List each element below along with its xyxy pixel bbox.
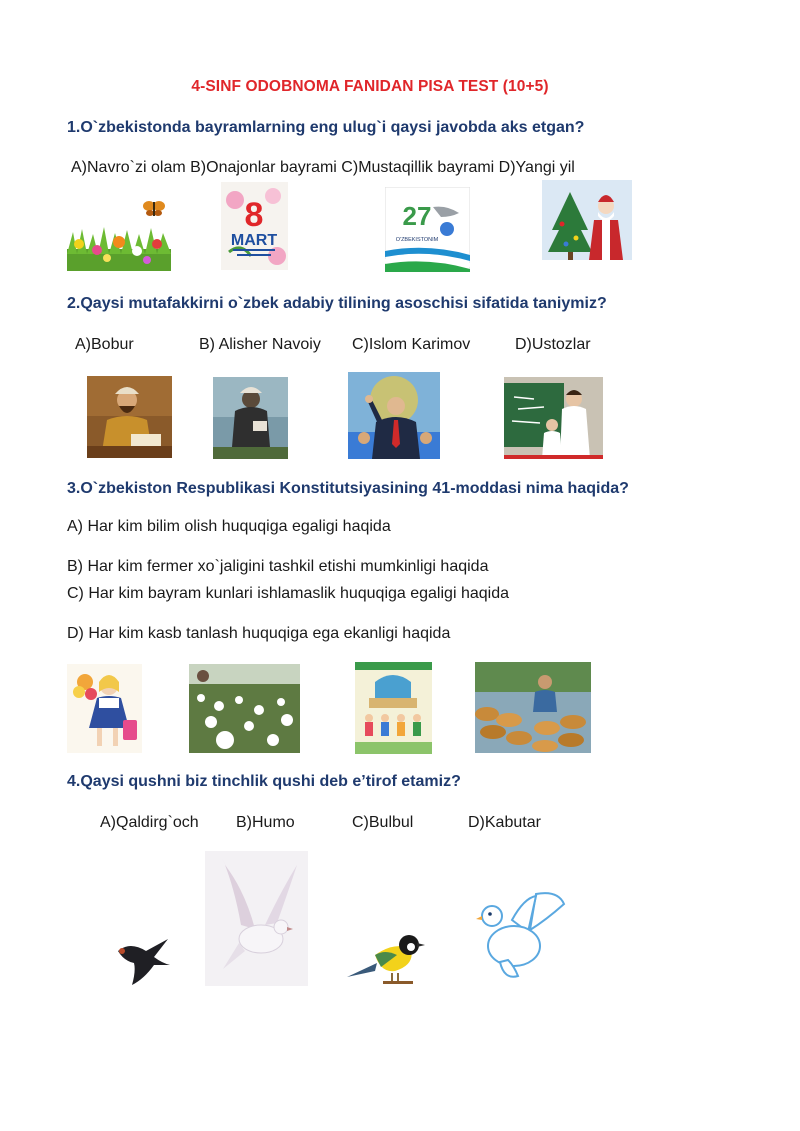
bread-vendor-image xyxy=(475,662,591,753)
bobur-portrait-image xyxy=(87,376,172,458)
question-1: 1.O`zbekistonda bayramlarning eng ulug`i qaysi javobda aks etgan? xyxy=(67,119,585,136)
navruz-flowers-image xyxy=(67,194,171,271)
question-2-option-d: D)Ustozlar xyxy=(515,336,591,353)
cotton-field-image xyxy=(189,664,300,753)
question-4: 4.Qaysi qushni biz tinchlik qushi deb e’tirof etamiz? xyxy=(67,773,461,790)
question-3-option-c: C) Har kim bayram kunlari ishlamaslik huquqiga egaligi haqida xyxy=(67,585,509,602)
svg-text:27: 27 xyxy=(402,201,432,231)
svg-text:O'ZBEKISTONIM: O'ZBEKISTONIM xyxy=(395,237,439,243)
question-4-option-c: C)Bulbul xyxy=(352,814,414,831)
swallow-bird-image xyxy=(110,935,172,987)
question-2-option-a: A)Bobur xyxy=(75,336,134,353)
islom-karimov-image xyxy=(348,372,440,459)
question-4-option-d: D)Kabutar xyxy=(468,814,541,831)
new-year-image xyxy=(542,180,632,271)
butterfly-icon xyxy=(143,201,165,216)
teachers-classroom-image xyxy=(504,377,603,459)
schoolgirl-image xyxy=(67,664,142,753)
question-2-option-b: B) Alisher Navoiy xyxy=(199,336,321,353)
question-1-options: A)Navro`zi olam B)Onajonlar bayrami C)Mustaqillik bayrami D)Yangi yil xyxy=(71,159,575,176)
question-4-option-b: B)Humo xyxy=(236,814,295,831)
question-2: 2.Qaysi mutafakkirni o`zbek adabiy tilining asoschisi sifatida taniymiz? xyxy=(67,295,607,312)
question-3-option-d: D) Har kim kasb tanlash huquqiga ega ekanligi haqida xyxy=(67,625,451,642)
question-2-option-c: C)Islom Karimov xyxy=(352,336,471,353)
page-title: 4-SINF ODOBNOMA FANIDAN PISA TEST (10+5) xyxy=(191,78,549,95)
question-3-option-b: B) Har kim fermer xo`jaligini tashkil etishi mumkinligi haqida xyxy=(67,558,489,575)
question-4-option-a: A)Qaldirg`och xyxy=(100,814,199,831)
svg-text:8: 8 xyxy=(244,196,264,234)
independence-day-image xyxy=(385,187,470,272)
children-drawing-image xyxy=(355,662,432,754)
question-3: 3.O`zbekiston Respublikasi Konstitutsiyasining 41-moddasi nima haqida? xyxy=(67,480,629,497)
navoiy-statue-image xyxy=(213,377,288,459)
white-dove-photo-image xyxy=(205,851,308,986)
march-8-card-image xyxy=(221,182,288,270)
svg-text:MART: MART xyxy=(230,232,278,249)
nightingale-tit-bird-image xyxy=(345,925,427,987)
peace-dove-image xyxy=(474,886,568,982)
question-3-option-a: A) Har kim bilim olish huquqiga egaligi haqida xyxy=(67,518,391,535)
